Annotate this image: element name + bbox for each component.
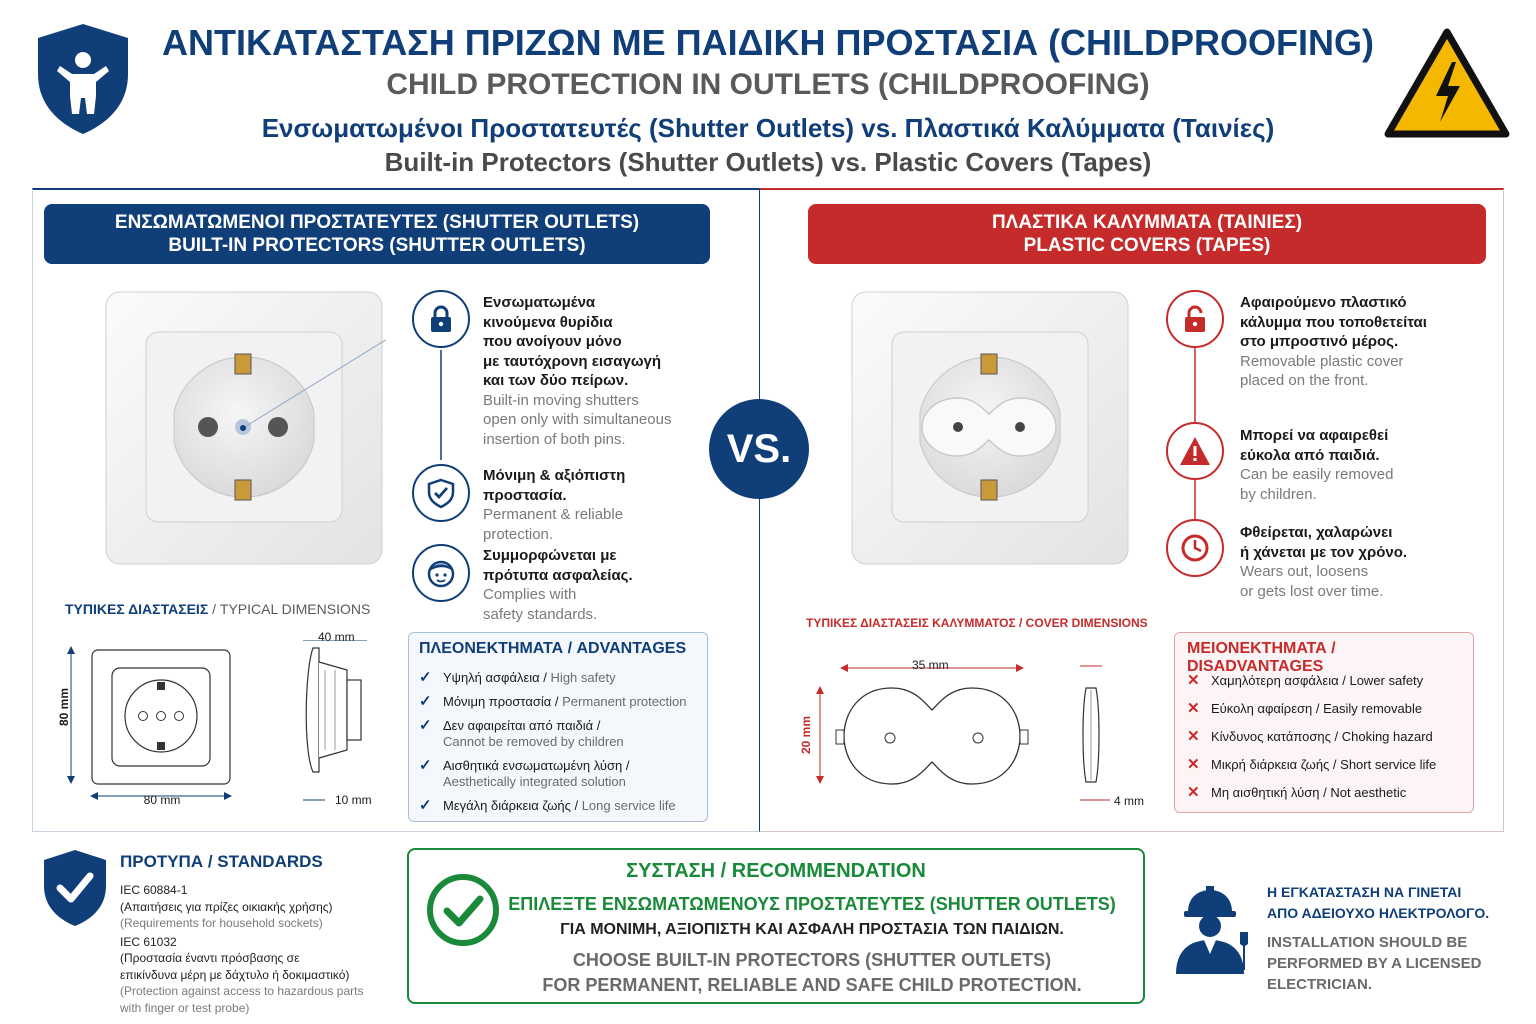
advantage-gr: Δεν αφαιρείται από παιδιά / (443, 718, 601, 733)
disadvantages-title: ΜΕΙΟΝΕΚΤΗΜΑΤΑ / DISADVANTAGES (1187, 640, 1336, 675)
standard-code: IEC 60884-1 (120, 883, 188, 897)
advantage-en: Aesthetically integrated solution (443, 774, 626, 789)
feature-text-gr: που ανοίγουν μόνο (483, 333, 622, 350)
feature-text-en: protection. (483, 525, 554, 543)
shield-check-icon (412, 464, 470, 522)
x-mark-icon: ✕ (1187, 728, 1200, 745)
feature-text-gr: κινούμενα θυρίδια (483, 313, 613, 331)
feature-text-en: Built-in moving shutters (483, 391, 639, 409)
x-mark-icon: ✕ (1187, 756, 1200, 773)
feature-text-gr: Φθείρεται, χαλαρώνει (1240, 524, 1393, 541)
advantage-gr: Αισθητικά ενσωματωμένη λύση / (443, 758, 630, 773)
feature-text-gr: Αφαιρούμενο πλαστικό (1240, 294, 1407, 311)
disadvantage-en: Not aesthetic (1330, 785, 1407, 800)
disadvantage-gr: Εύκολη αφαίρεση / (1211, 701, 1320, 716)
child-face-icon (412, 544, 470, 602)
disadvantage-en: Lower safety (1349, 673, 1424, 688)
cover-side-dimension-drawing (1072, 660, 1122, 810)
feature-text-en: Wears out, loosens (1240, 563, 1369, 580)
cover-front-dimension-drawing (800, 650, 1050, 810)
advantage-en: Long service life (581, 798, 676, 813)
advantage-en: Cannot be removed by children (443, 734, 624, 749)
standard-desc-gr: (Απαιτήσεις για πρίζες οικιακής χρήσης) (120, 899, 333, 914)
left-feature-3 (483, 546, 703, 624)
standard-desc-en: (Protection against access to hazardous parts (120, 984, 364, 998)
left-header-gr: ΕΝΣΩΜΑΤΩΜΕΝΟΙ ΠΡΟΣΤΑΤΕΥΤΕΣ (SHUTTER OUTLETS) (114, 212, 640, 233)
main-title: ΑΝΤΙΚΑΤΑΣΤΑΣΗ ΠΡΙΖΩΝ ΜΕ ΠΑΙΔΙΚΗ ΠΡΟΣΤΑΣΙΑ (CHILDPROOFING) (161, 22, 1375, 63)
installation-text-gr (1267, 882, 1489, 924)
feature-text-en: Removable plastic cover (1240, 352, 1404, 370)
installation-en-line: PERFORMED BY A LICENSED (1267, 955, 1482, 972)
cover-height-label: 20 mm (799, 715, 813, 755)
advantage-item (419, 718, 704, 758)
left-feature-1 (483, 293, 703, 449)
standard-desc-gr: (Προστασία έναντι πρόσβασης σε (120, 951, 300, 965)
left-header-en: BUILT-IN PROTECTORS (SHUTTER OUTLETS) (168, 235, 586, 256)
recommendation-line4: FOR PERMANENT, RELIABLE AND SAFE CHILD PROTECTION. (542, 975, 1082, 995)
advantage-en: High safety (550, 670, 616, 685)
feature-text-gr: Μόνιμη & αξιόπιστη (483, 467, 626, 484)
right-header-gr: ΠΛΑΣΤΙΚΑ ΚΑΛΥΜΜΑΤΑ (ΤΑΙΝΙΕΣ) (991, 212, 1303, 233)
clock-icon (1166, 519, 1224, 577)
feature-text-en: Complies with (483, 586, 577, 603)
right-header (808, 204, 1486, 264)
right-feature-2 (1240, 426, 1470, 504)
vs-label: VS. (726, 427, 792, 471)
lock-icon (412, 290, 470, 348)
feature-text-gr: κάλυμμα που τοποθετείται (1240, 313, 1427, 331)
dimensions-label-gr: ΤΥΠΙΚΕΣ ΔΙΑΣΤΑΣΕΙΣ (65, 601, 209, 617)
recommendation-line1: ΕΠΙΛΕΞΤΕ ΕΝΣΩΜΑΤΩΜΕΝΟΥΣ ΠΡΟΣΤΑΤΕΥΤΕΣ (SHUTTER OUTLETS) (508, 894, 1116, 914)
disadvantage-gr: Χαμηλότερη ασφάλεια / (1211, 673, 1346, 688)
installation-en-line: ELECTRICIAN. (1267, 976, 1372, 993)
feature-text-en: or gets lost over time. (1240, 582, 1384, 600)
feature-text-en: Permanent & reliable (483, 506, 624, 523)
advantage-item (419, 758, 704, 798)
advantage-item (419, 694, 704, 718)
recommendation-line3: CHOOSE BUILT-IN PROTECTORS (SHUTTER OUTLETS) (572, 950, 1052, 970)
subtitle-gr: Ενσωματωμένοι Προστατευτές (Shutter Outlets) vs. Πλαστικά Καλύμματα (Ταινίες) (261, 113, 1275, 143)
advantages-box (408, 632, 708, 822)
advantage-gr: Υψηλή ασφάλεια / (443, 670, 547, 685)
advantage-gr: Μεγάλη διάρκεια ζωής / (443, 798, 579, 813)
dim-depth-top-label: 40 mm (318, 630, 355, 644)
feature-text-en: by children. (1240, 485, 1317, 503)
recommendation-title: ΣΥΣΤΑΣΗ / RECOMMENDATION (626, 860, 926, 882)
standard-desc-gr: επικίνδυνα μέρη με δάχτυλο ή δοκιμαστικό) (120, 967, 350, 982)
check-icon: ✓ (419, 757, 432, 774)
callout-connector (240, 340, 450, 490)
disadvantages-box (1174, 632, 1474, 813)
dim-width-label: 80 mm (143, 793, 181, 807)
advantages-title: ΠΛΕΟΝΕΚΤΗΜΑΤΑ / ADVANTAGES (419, 640, 687, 657)
feature-text-gr: και των δύο πείρων. (483, 372, 629, 389)
installation-gr-line: Η ΕΓΚΑΤΑΣΤΑΣΗ ΝΑ ΓΙΝΕΤΑΙ (1267, 884, 1462, 900)
vs-badge (709, 399, 809, 499)
disadvantage-gr: Μη αισθητική λύση / (1211, 785, 1327, 800)
feature-text-en: open only with simultaneous (483, 411, 672, 428)
disadvantage-gr: Κίνδυνος κατάποσης / (1211, 729, 1339, 744)
cover-depth-label: 4 mm (1114, 794, 1144, 808)
disadvantage-item (1187, 673, 1472, 701)
x-mark-icon: ✕ (1187, 672, 1200, 689)
feature-text-gr: Ενσωματωμένα (483, 294, 596, 311)
left-header (44, 204, 710, 264)
disadvantage-gr: Μικρή διάρκεια ζωής / (1211, 757, 1337, 772)
covered-outlet-image (850, 290, 1130, 566)
check-icon: ✓ (419, 669, 432, 686)
check-icon: ✓ (419, 797, 432, 814)
shield-check-badge-icon (42, 848, 108, 928)
x-mark-icon: ✕ (1187, 784, 1200, 801)
standard-code: IEC 61032 (120, 934, 177, 949)
feature-text-en: placed on the front. (1240, 372, 1369, 389)
check-icon: ✓ (419, 693, 432, 710)
installation-en-line: INSTALLATION SHOULD BE (1267, 934, 1468, 951)
advantage-item (419, 670, 704, 694)
installation-text-en (1267, 932, 1481, 995)
feature-text-gr: Μπορεί να αφαιρεθεί (1240, 427, 1389, 444)
feature-text-gr: προστασία. (483, 486, 567, 504)
feature-text-gr: Συμμορφώνεται με (483, 547, 617, 564)
installation-gr-line: ΑΠΟ ΑΔΕΙΟΥΧΟ ΗΛΕΚΤΡΟΛΟΓΟ. (1267, 905, 1490, 921)
standard-desc-en: with finger or test probe) (120, 1000, 250, 1015)
cover-dimensions-label: ΤΥΠΙΚΕΣ ΔΙΑΣΤΑΣΕΙΣ ΚΑΛΥΜΜΑΤΟΣ / COVER DIMENSIONS (806, 616, 1148, 630)
advantage-gr: Μόνιμη προστασία / (443, 694, 559, 709)
standards-title: ΠΡΟΤΥΠΑ / STANDARDS (120, 852, 323, 871)
high-voltage-warning-icon (1384, 28, 1510, 140)
disadvantage-en: Choking hazard (1341, 729, 1433, 744)
left-feature-2 (483, 466, 703, 544)
dim-height-label: 80 mm (57, 687, 71, 727)
outlet-front-dimension-drawing (50, 640, 250, 810)
electrician-icon (1168, 884, 1254, 976)
warning-icon (1166, 422, 1224, 480)
feature-text-en: insertion of both pins. (483, 430, 626, 448)
recommendation-box (407, 848, 1145, 1004)
right-header-en: PLASTIC COVERS (TAPES) (1023, 235, 1271, 256)
standard-desc-en: (Requirements for household sockets) (120, 916, 323, 930)
right-feature-3 (1240, 523, 1470, 601)
disadvantage-en: Easily removable (1323, 701, 1423, 716)
feature-text-gr: ή χάνεται με τον χρόνο. (1240, 543, 1408, 561)
feature-text-gr: με ταυτόχρονη εισαγωγή (483, 352, 662, 370)
feature-text-gr: εύκολα από παιδιά. (1240, 446, 1380, 464)
advantage-en: Permanent protection (562, 694, 687, 709)
feature-text-en: safety standards. (483, 605, 598, 623)
disadvantage-item (1187, 701, 1472, 729)
dim-depth-bottom-label: 10 mm (335, 793, 372, 807)
dimensions-label-en: TYPICAL DIMENSIONS (219, 601, 371, 617)
feature-text-gr: πρότυπα ασφαλείας. (483, 566, 633, 584)
disadvantage-item (1187, 729, 1472, 757)
cover-width-label: 35 mm (912, 658, 949, 672)
check-icon: ✓ (419, 717, 432, 734)
feature-text-gr: στο μπροστινό μέρος. (1240, 333, 1399, 350)
left-dimensions-label: ΤΥΠΙΚΕΣ ΔΙΑΣΤΑΣΕΙΣ / TYPICAL DIMENSIONS (65, 601, 371, 617)
standards-list (120, 882, 400, 1016)
main-title-en: CHILD PROTECTION IN OUTLETS (CHILDPROOFING) (386, 68, 1150, 101)
disadvantage-item (1187, 785, 1472, 813)
right-feature-1 (1240, 293, 1470, 391)
recommendation-line2: ΓΙΑ ΜΟΝΙΜΗ, ΑΞΙΟΠΙΣΤΗ ΚΑΙ ΑΣΦΑΛΗ ΠΡΟΣΤΑΣΙΑ ΤΩΝ ΠΑΙΔΙΩΝ. (560, 921, 1064, 938)
feature-text-en: Can be easily removed (1240, 466, 1394, 483)
unlock-icon (1166, 290, 1224, 348)
disadvantage-item (1187, 757, 1472, 785)
x-mark-icon: ✕ (1187, 700, 1200, 717)
subtitle-en: Built-in Protectors (Shutter Outlets) vs. Plastic Covers (Tapes) (384, 147, 1152, 177)
advantage-item (419, 798, 704, 822)
outlet-side-dimension-drawing (295, 640, 385, 810)
disadvantage-en: Short service life (1340, 757, 1437, 772)
